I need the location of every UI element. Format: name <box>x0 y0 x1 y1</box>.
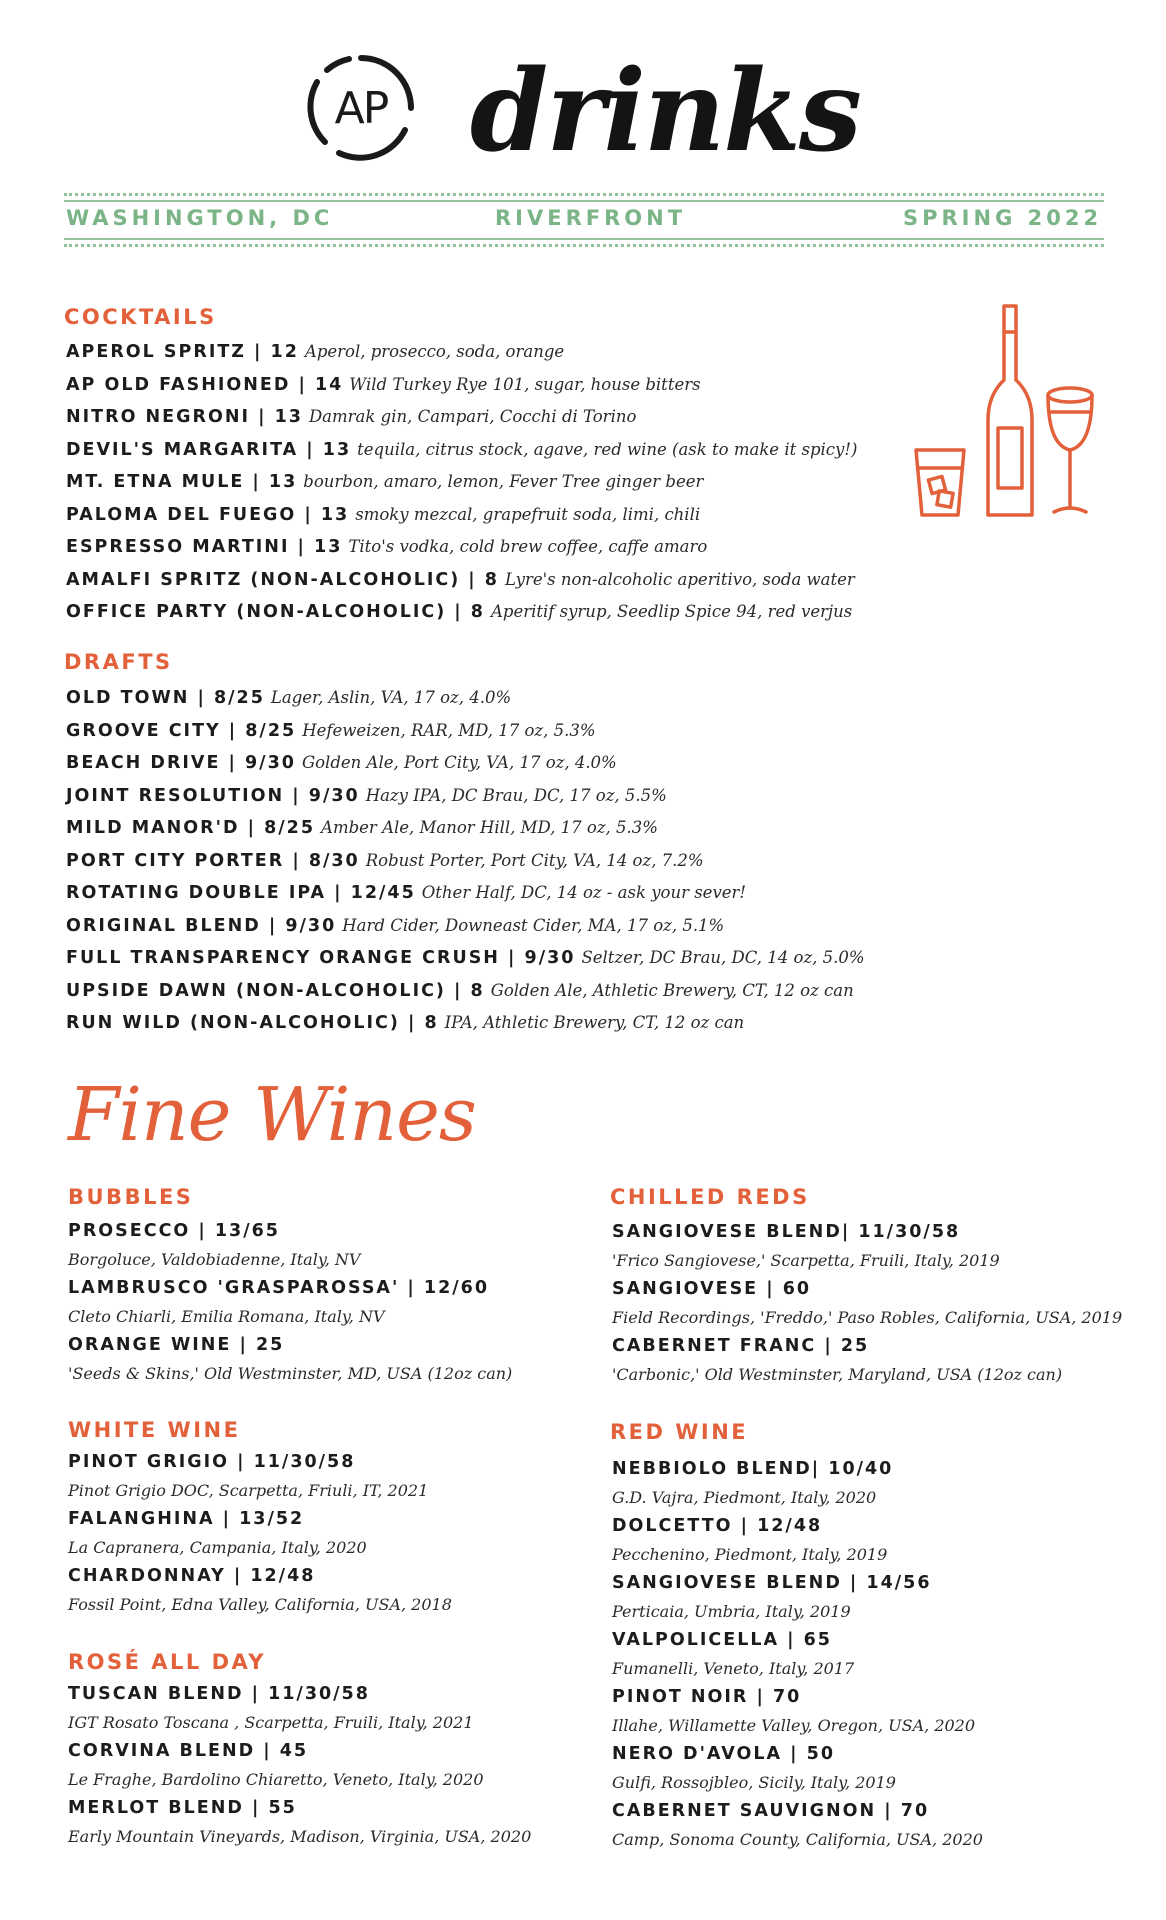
list-item: TUSCAN BLEND | 11/30/58 IGT Rosato Toscana , Scarpetta, Fruili, Italy, 2021 <box>68 1684 474 1732</box>
top-rule <box>64 193 1104 202</box>
list-item: NITRO NEGRONI | 13 Damrak gin, Campari, Cocchi di Torino <box>66 407 637 427</box>
list-item: DOLCETTO | 12/48 Pecchenino, Piedmont, Italy, 2019 <box>612 1516 888 1564</box>
list-item: LAMBRUSCO 'GRASPAROSSA' | 12/60 Cleto Chiarli, Emilia Romana, Italy, NV <box>68 1278 490 1326</box>
list-item: PROSECCO | 13/65 Borgoluce, Valdobiadenne, Italy, NV <box>68 1221 361 1269</box>
list-item: DEVIL'S MARGARITA | 13 tequila, citrus stock, agave, red wine (ask to make it spicy!) <box>66 439 858 460</box>
list-item: OFFICE PARTY (NON-ALCOHOLIC) | 8 Aperitif syrup, Seedlip Spice 94, red verjus <box>66 602 853 622</box>
list-item: PORT CITY PORTER | 8/30 Robust Porter, Port City, VA, 14 oz, 7.2% <box>66 850 704 871</box>
list-item: BEACH DRIVE | 9/30 Golden Ale, Port City, VA, 17 oz, 4.0% <box>66 753 617 773</box>
list-item: JOINT RESOLUTION | 9/30 Hazy IPA, DC Brau, DC, 17 oz, 5.5% <box>66 785 667 806</box>
ap-logo <box>305 52 417 164</box>
white-wine-heading: WHITE WINE <box>68 1418 241 1442</box>
bottom-rule <box>64 238 1104 247</box>
list-item: MT. ETNA MULE | 13 bourbon, amaro, lemon, Fever Tree ginger beer <box>66 472 704 492</box>
list-item: MERLOT BLEND | 55 Early Mountain Vineyards, Madison, Virginia, USA, 2020 <box>68 1798 532 1846</box>
list-item: ESPRESSO MARTINI | 13 Tito's vodka, cold brew coffee, caffe amaro <box>66 537 708 557</box>
list-item: FALANGHINA | 13/52 La Capranera, Campania, Italy, 2020 <box>68 1509 367 1557</box>
list-item: MILD MANOR'D | 8/25 Amber Ale, Manor Hill, MD, 17 oz, 5.3% <box>66 818 658 838</box>
drafts-list <box>66 682 865 1040</box>
list-item: VALPOLICELLA | 65 Fumanelli, Veneto, Italy, 2017 <box>612 1630 855 1678</box>
list-item: ROTATING DOUBLE IPA | 12/45 Other Half, DC, 14 oz - ask your sever! <box>66 883 747 903</box>
bubbles-list <box>68 1217 512 1388</box>
cocktails-heading: COCKTAILS <box>64 305 217 329</box>
list-item: AMALFI SPRITZ (NON-ALCOHOLIC) | 8 Lyre's non-alcoholic aperitivo, soda water <box>66 569 855 590</box>
list-item: AP OLD FASHIONED | 14 Wild Turkey Rye 101, sugar, house bitters <box>66 374 701 395</box>
drafts-heading: DRAFTS <box>64 650 173 674</box>
list-item: SANGIOVESE BLEND | 14/56 Perticaia, Umbria, Italy, 2019 <box>612 1573 932 1621</box>
fine-wines-title: Fine Wines <box>68 1072 476 1158</box>
list-item: NEBBIOLO BLEND| 10/40 G.D. Vajra, Piedmont, Italy, 2020 <box>612 1459 894 1507</box>
list-item: CHARDONNAY | 12/48 Fossil Point, Edna Valley, California, USA, 2018 <box>68 1566 452 1614</box>
list-item: CABERNET FRANC | 25 'Carbonic,' Old Westminster, Maryland, USA (12oz can) <box>612 1336 1063 1384</box>
venue-label: RIVERFRONT <box>495 206 687 230</box>
red-wine-list <box>612 1455 983 1854</box>
chilled-reds-heading: CHILLED REDS <box>610 1185 810 1209</box>
list-item: CABERNET SAUVIGNON | 70 Camp, Sonoma County, California, USA, 2020 <box>612 1801 983 1849</box>
page-title: drinks <box>470 46 860 177</box>
rose-list <box>68 1680 531 1851</box>
list-item: ORIGINAL BLEND | 9/30 Hard Cider, Downeast Cider, MA, 17 oz, 5.1% <box>66 915 725 936</box>
white-wine-list <box>68 1448 452 1619</box>
red-wine-heading: RED WINE <box>610 1420 749 1444</box>
list-item: SANGIOVESE | 60 Field Recordings, 'Freddo,' Paso Robles, California, USA, 2019 <box>612 1279 1123 1327</box>
list-item: PINOT GRIGIO | 11/30/58 Pinot Grigio DOC, Scarpetta, Friuli, IT, 2021 <box>68 1452 429 1500</box>
bubbles-heading: BUBBLES <box>68 1185 194 1209</box>
list-item: GROOVE CITY | 8/25 Hefeweizen, RAR, MD, 17 oz, 5.3% <box>66 720 596 741</box>
list-item: RUN WILD (NON-ALCOHOLIC) | 8 IPA, Athletic Brewery, CT, 12 oz can <box>66 1013 745 1033</box>
list-item: APEROL SPRITZ | 12 Aperol, prosecco, soda, orange <box>66 342 565 362</box>
bottle-and-glasses-icon <box>910 300 1100 525</box>
list-item: UPSIDE DAWN (NON-ALCOHOLIC) | 8 Golden Ale, Athletic Brewery, CT, 12 oz can <box>66 980 854 1001</box>
list-item: SANGIOVESE BLEND| 11/30/58 'Frico Sangiovese,' Scarpetta, Fruili, Italy, 2019 <box>612 1222 1000 1270</box>
logo-text: AP <box>334 82 388 134</box>
list-item: PALOMA DEL FUEGO | 13 smoky mezcal, grapefruit soda, limi, chili <box>66 504 701 525</box>
season-label: SPRING 2022 <box>903 206 1103 230</box>
location-label: WASHINGTON, DC <box>66 206 334 230</box>
list-item: OLD TOWN | 8/25 Lager, Aslin, VA, 17 oz, 4.0% <box>66 688 512 708</box>
list-item: PINOT NOIR | 70 Illahe, Willamette Valley, Oregon, USA, 2020 <box>612 1687 976 1735</box>
list-item: CORVINA BLEND | 45 Le Fraghe, Bardolino Chiaretto, Veneto, Italy, 2020 <box>68 1741 484 1789</box>
cocktails-list <box>66 336 857 629</box>
list-item: ORANGE WINE | 25 'Seeds & Skins,' Old Westminster, MD, USA (12oz can) <box>68 1335 513 1383</box>
rose-heading: ROSÉ ALL DAY <box>68 1650 267 1674</box>
list-item: NERO D'AVOLA | 50 Gulfi, Rossojbleo, Sicily, Italy, 2019 <box>612 1744 896 1792</box>
chilled-reds-list <box>612 1218 1122 1389</box>
list-item: FULL TRANSPARENCY ORANGE CRUSH | 9/30 Seltzer, DC Brau, DC, 14 oz, 5.0% <box>66 948 865 968</box>
